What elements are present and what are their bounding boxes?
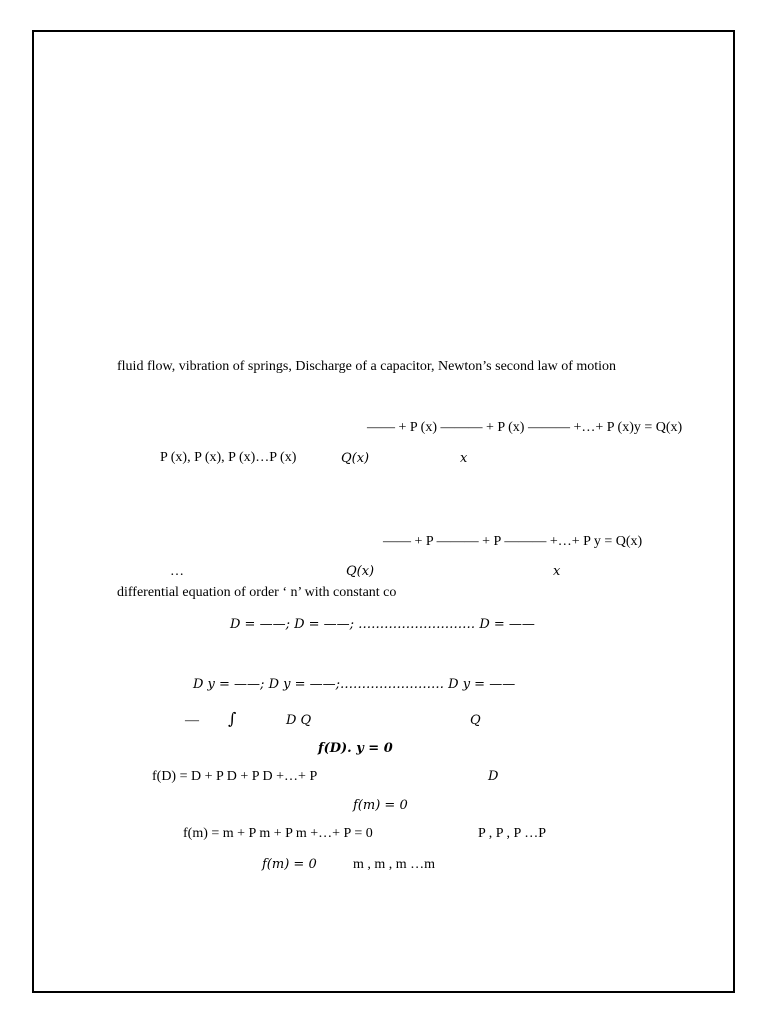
constant-coeff-ode-equation: —— + P ——— + P ——— +…+ P y = Q(x) [383, 534, 643, 549]
auxiliary-equation: f(m) = 0 [353, 798, 408, 813]
general-ode-equation: —— + P (x) ——— + P (x) ——— +…+ P (x)y = Q(x) [367, 420, 683, 435]
operator-equation: f(D). y = 0 [318, 741, 393, 756]
d-y-operator-definitions: D y = ——; D y = ——;…………………… D y = —— [193, 677, 516, 692]
roots-list: m , m , m …m [353, 857, 436, 872]
ellipsis-text: … [170, 564, 184, 579]
integral-symbol: ∫ [228, 709, 237, 728]
intro-text: fluid flow, vibration of springs, Discharge of a capacitor, Newton’s second law of motion [117, 359, 617, 374]
x-variable-label-2: x [553, 564, 561, 579]
coefficient-list: P (x), P (x), P (x)…P (x) [160, 450, 297, 465]
q-of-x-label-2: Q(x) [346, 564, 375, 579]
x-variable-label: x [460, 451, 468, 466]
d-q-expression: D Q [286, 713, 312, 728]
d-operator-symbol: D [488, 769, 499, 784]
page-border [32, 30, 735, 993]
q-variable: Q [470, 713, 481, 728]
auxiliary-equation-2: f(m) = 0 [262, 857, 317, 872]
p-coefficient-list: P , P , P …P [478, 826, 547, 841]
f-m-expansion: f(m) = m + P m + P m +…+ P = 0 [183, 826, 373, 841]
order-description: differential equation of order ‘ n’ with constant co [117, 585, 397, 600]
dash-symbol: — [185, 713, 199, 728]
q-of-x-label: Q(x) [341, 451, 370, 466]
d-operator-definitions: D = ——; D = ——; ……………………… D = —— [230, 617, 535, 632]
f-d-expansion: f(D) = D + P D + P D +…+ P [152, 769, 318, 784]
